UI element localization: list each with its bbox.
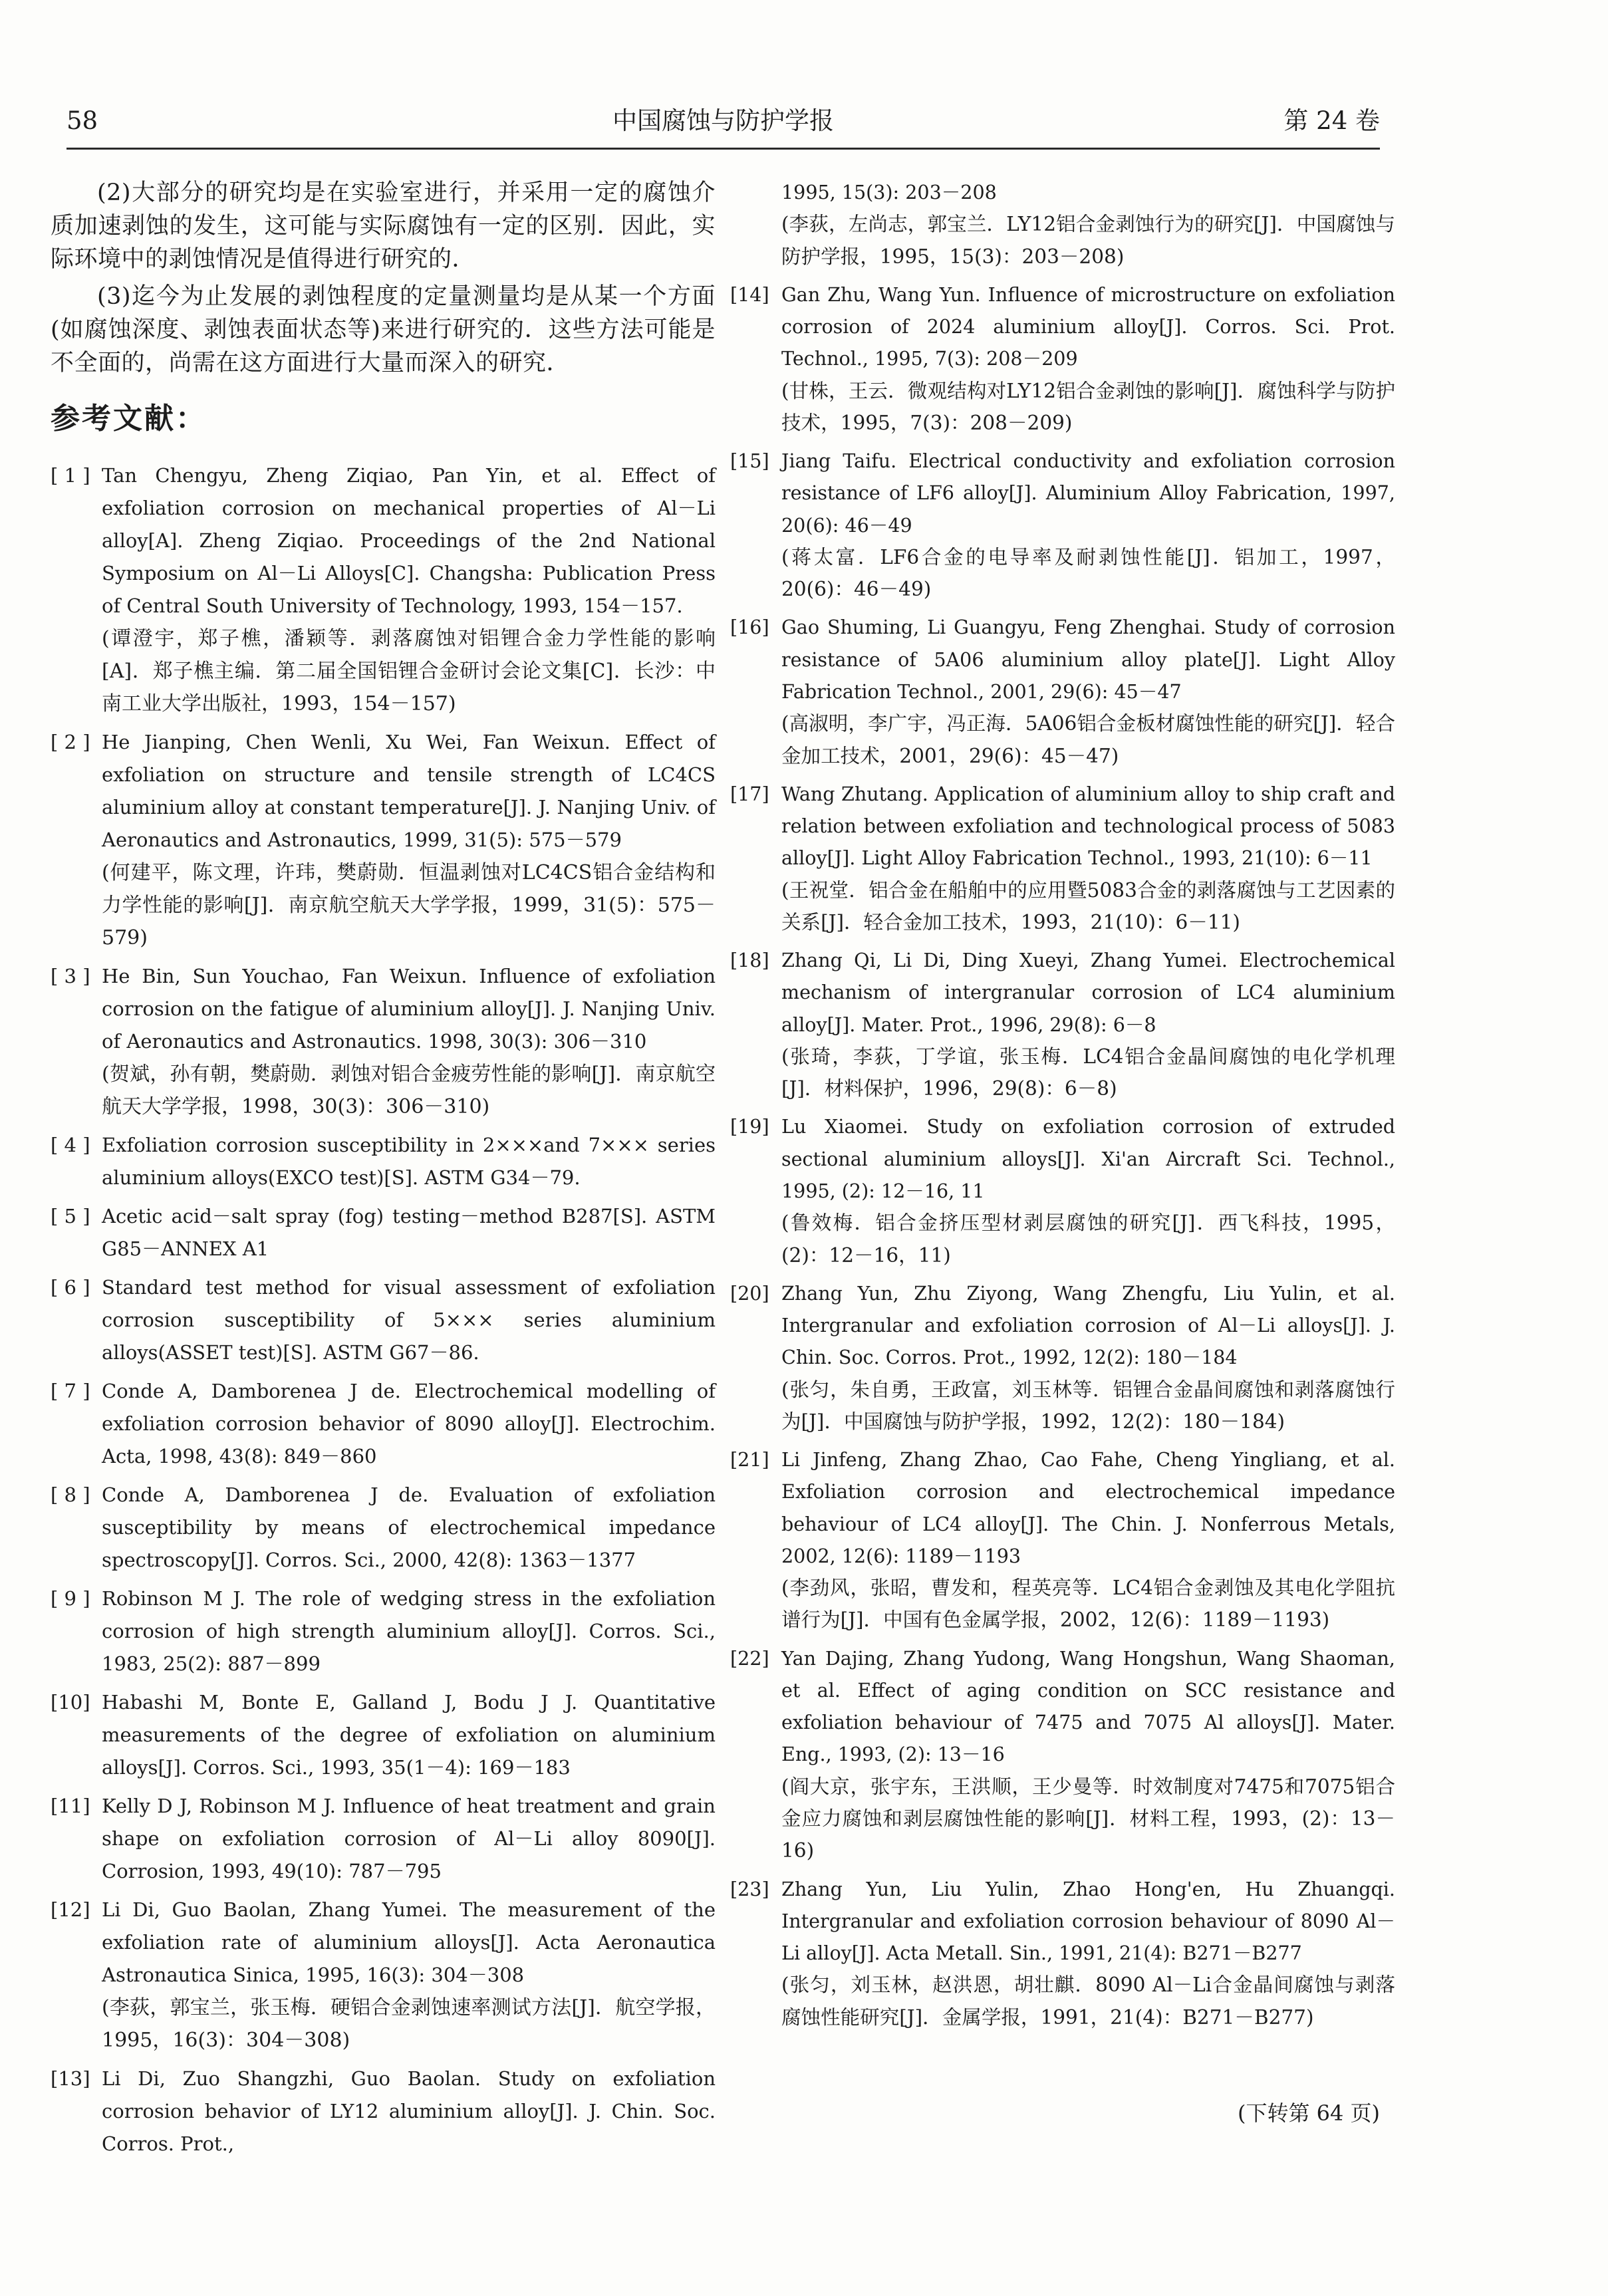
reference-text-en: Gao Shuming, Li Guangyu, Feng Zhenghai. Study of corrosion resistance of 5A06 aluminium alloy plate[J]. Light Alloy Fabrication Technol., 2001, 29(6): 45－47 [781, 616, 1395, 703]
reference-item [730, 1444, 1395, 1636]
reference-number: [16] [730, 616, 769, 639]
reference-text-en: He Bin, Sun Youchao, Fan Weixun. Influence of exfoliation corrosion on the fatigue of aluminium alloy[J]. J. Nanjing Univ. of Aeronautics and Astronautics. 1998, 30(3): 306－310 [102, 965, 716, 1053]
reference-text-zh: (李荻，左尚志，郭宝兰．LY12铝合金剥蚀行为的研究[J]．中国腐蚀与防护学报，1995，15(3)：203－208) [781, 213, 1395, 268]
reference-number: [21] [730, 1448, 769, 1471]
reference-text-zh: (高淑明，李广宇，冯正海．5A06铝合金板材腐蚀性能的研究[J]．轻合金加工技术，2001，29(6)：45－47) [781, 712, 1395, 767]
reference-number: [ 7 ] [51, 1380, 90, 1402]
reference-text-zh: (王祝堂．铝合金在船舶中的应用暨5083合金的剥落腐蚀与工艺因素的关系[J]．轻合金加工技术，1993，21(10)：6－11) [781, 878, 1395, 934]
reference-item [51, 2063, 716, 2160]
body-paragraph: (2)大部分的研究均是在实验室进行，并采用一定的腐蚀介质加速剥蚀的发生，这可能与实际腐蚀有一定的区别．因此，实际环境中的剥蚀情况是值得进行研究的． [51, 180, 716, 273]
reference-number: [20] [730, 1281, 769, 1305]
reference-item [51, 1790, 716, 1888]
reference-item [51, 960, 716, 1123]
reference-number: [ 4 ] [51, 1134, 90, 1156]
reference-text-en: Li Jinfeng, Zhang Zhao, Cao Fahe, Cheng Yingliang, et al. Exfoliation corrosion and electrochemical impedance behaviour of LC4 alloy[J]. The Chin. J. Nonferrous Metals, 2002, 12(6): 1189－1193 [781, 1448, 1395, 1567]
reference-number: [ 2 ] [51, 731, 90, 753]
reference-item [730, 778, 1395, 938]
reference-text-zh: (鲁效梅．铝合金挤压型材剥层腐蚀的研究[J]．西飞科技，1995，(2)：12－16，11) [781, 1212, 1395, 1267]
reference-text-zh: (阎大京，张宇东，王洪顺，王少曼等．时效制度对7475和7075铝合金应力腐蚀和剥层腐蚀性能的影响[J]．材料工程，1993，(2)：13－16) [781, 1775, 1395, 1862]
reference-text-en: Zhang Yun, Liu Yulin, Zhao Hong'en, Hu Zhuangqi. Intergranular and exfoliation corrosion behaviour of 8090 Al－Li alloy[J]. Acta Metall. Sin., 1991, 21(4): B271－B277 [781, 1877, 1395, 1965]
reference-text-en: Lu Xiaomei. Study on exfoliation corrosion of extruded sectional aluminium alloys[J]. Xi'an Aircraft Sci. Technol., 1995, (2): 12－16, 11 [781, 1115, 1395, 1202]
reference-text-zh: (何建平，陈文理，许玮，樊蔚勋．恒温剥蚀对LC4CS铝合金结构和力学性能的影响[J]．南京航空航天大学学报，1999，31(5)：575－579) [102, 861, 716, 950]
reference-text-en: Habashi M, Bonte E, Galland J, Bodu J J. Quantitative measurements of the degree of exfoliation on aluminium alloys[J]. Corros. Sci., 1993, 35(1－4): 169－183 [102, 1691, 716, 1779]
reference-item [51, 1894, 716, 2057]
reference-item [51, 1479, 716, 1577]
reference-item [730, 445, 1395, 605]
reference-text-zh: (甘株，王云．微观结构对LY12铝合金剥蚀的影响[J]．腐蚀科学与防护技术，1995，7(3)：208－209) [781, 379, 1395, 434]
reference-item [730, 1110, 1395, 1271]
reference-text-en: Conde A, Damborenea J de. Electrochemical modelling of exfoliation corrosion behavior of 8090 alloy[J]. Electrochim. Acta, 1998, 43(8): 849－860 [102, 1380, 716, 1467]
reference-text-en: Acetic acid－salt spray (fog) testing－method B287[S]. ASTM G85－ANNEX A1 [102, 1205, 716, 1260]
reference-text-en: Jiang Taifu. Electrical conductivity and exfoliation corrosion resistance of LF6 alloy[J]. Aluminium Alloy Fabrication, 1997, 20(6): 46－49 [781, 449, 1395, 537]
right-column [730, 176, 1395, 2039]
reference-number: [ 8 ] [51, 1483, 90, 1506]
reference-number: [18] [730, 949, 769, 972]
reference-text-en: Kelly D J, Robinson M J. Influence of heat treatment and grain shape on exfoliation corrosion of Al－Li alloy 8090[J]. Corrosion, 1993, 49(10): 787－795 [102, 1795, 716, 1882]
reference-number: [13] [51, 2067, 90, 2090]
reference-number: [ 6 ] [51, 1276, 90, 1299]
reference-text-zh: (张匀，朱自勇，王政富，刘玉林等．铝锂合金晶间腐蚀和剥落腐蚀行为[J]．中国腐蚀与防护学报，1992，12(2)：180－184) [781, 1378, 1395, 1433]
reference-number: [ 3 ] [51, 965, 90, 987]
reference-text-en: Tan Chengyu, Zheng Ziqiao, Pan Yin, et al. Effect of exfoliation corrosion on mechanical properties of Al－Li alloy[A]. Zheng Ziqiao. Proceedings of the 2nd National Symposium on Al－Li Alloys[C]. Changsha: Publication Press of Central South University of Technology, 1993, 154－157. [102, 464, 716, 617]
reference-item [51, 459, 716, 720]
reference-item [730, 611, 1395, 771]
reference-item [730, 1277, 1395, 1438]
reference-item [730, 944, 1395, 1104]
reference-item [730, 279, 1395, 439]
reference-text-en: Gan Zhu, Wang Yun. Influence of microstructure on exfoliation corrosion of 2024 aluminium alloy[J]. Corros. Sci. Prot. Technol., 1995, 7(3): 208－209 [781, 283, 1395, 370]
reference-item [51, 1200, 716, 1265]
reference-text-zh: (谭澄宇，郑子樵，潘颖等．剥落腐蚀对铝锂合金力学性能的影响[A]．郑子樵主编．第二届全国铝锂合金研讨会论文集[C]．长沙：中南工业大学出版社，1993，154－157) [102, 627, 716, 715]
reference-list-left [51, 459, 716, 2160]
reference-item [51, 1375, 716, 1473]
reference-text-en: Standard test method for visual assessment of exfoliation corrosion susceptibility of 5××× series aluminium alloys(ASSET test)[S]. ASTM G67－86. [102, 1276, 716, 1364]
reference-number: [17] [730, 782, 769, 805]
reference-number: [ 9 ] [51, 1587, 90, 1610]
reference-text-zh: (贺斌，孙有朝，樊蔚勋．剥蚀对铝合金疲劳性能的影响[J]．南京航空航天大学学报，1998，30(3)：306－310) [102, 1063, 716, 1118]
reference-item [51, 726, 716, 954]
reference-text-en: He Jianping, Chen Wenli, Xu Wei, Fan Weixun. Effect of exfoliation on structure and tensile strength of LC4CS aluminium alloy at constant temperature[J]. J. Nanjing Univ. of Aeronautics and Astronautics, 1999, 31(5): 575－579 [102, 731, 716, 851]
reference-text-en: Robinson M J. The role of wedging stress in the exfoliation corrosion of high strength aluminium alloy[J]. Corros. Sci., 1983, 25(2): 887－899 [102, 1587, 716, 1675]
reference-number: [ 1 ] [51, 464, 90, 487]
reference-text-zh: (张匀，刘玉林，赵洪恩，胡壮麒．8090 Al－Li合金晶间腐蚀与剥落腐蚀性能研究[J]．金属学报，1991，21(4)：B271－B277) [781, 1974, 1395, 2029]
reference-text-en: Exfoliation corrosion susceptibility in 2×××and 7××× series aluminium alloys(EXCO test)[S]. ASTM G34－79. [102, 1134, 716, 1189]
body-paragraph: (3)迄今为止发展的剥蚀程度的定量测量均是从某一个方面(如腐蚀深度、剥蚀表面状态等)来进行研究的．这些方法可能是不全面的，尚需在这方面进行大量而深入的研究． [51, 283, 716, 376]
reference-text-en: Yan Dajing, Zhang Yudong, Wang Hongshun, Wang Shaoman, et al. Effect of aging condition on SCC resistance and exfoliation behaviour of 7475 and 7075 Al alloys[J]. Mater. Eng., 1993, (2): 13－16 [781, 1646, 1395, 1766]
reference-item [51, 1129, 716, 1194]
reference-item [51, 1583, 716, 1680]
reference-text-zh: (李荻，郭宝兰，张玉梅．硬铝合金剥蚀速率测试方法[J]．航空学报，1995，16(3)：304－308) [102, 1996, 716, 2052]
reference-text-en: Li Di, Zuo Shangzhi, Guo Baolan. Study on exfoliation corrosion behavior of LY12 aluminium alloy[J]. J. Chin. Soc. Corros. Prot., [102, 2067, 716, 2155]
reference-item [51, 1271, 716, 1369]
references-heading: 参考文献： [51, 402, 207, 436]
reference-text-en: Conde A, Damborenea J de. Evaluation of exfoliation susceptibility by means of electrochemical impedance spectroscopy[J]. Corros. Sci., 2000, 42(8): 1363－1377 [102, 1483, 716, 1571]
reference-text-zh: (李劲风，张昭，曹发和，程英亮等．LC4铝合金剥蚀及其电化学阻抗谱行为[J]．中国有色金属学报，2002，12(6)：1189－1193) [781, 1577, 1395, 1632]
reference-number: [10] [51, 1691, 90, 1714]
reference-text-en: Zhang Yun, Zhu Ziyong, Wang Zhengfu, Liu Yulin, et al. Intergranular and exfoliation corrosion of Al－Li alloys[J]. J. Chin. Soc. Corros. Prot., 1992, 12(2): 180－184 [781, 1281, 1395, 1369]
reference-text-zh: (张琦，李荻，丁学谊，张玉梅．LC4铝合金晶间腐蚀的电化学机理[J]．材料保护，1996，29(8)：6－8) [781, 1045, 1395, 1100]
running-header [67, 93, 1380, 150]
page-number: 58 [67, 106, 98, 135]
reference-number: [19] [730, 1115, 769, 1138]
reference-list-right [730, 176, 1395, 2033]
reference-number: [14] [730, 283, 769, 306]
reference-text-en: 1995, 15(3): 203－208 [781, 181, 997, 203]
reference-number: [ 5 ] [51, 1205, 90, 1227]
volume-label: 第 24 卷 [1283, 106, 1380, 135]
reference-text-zh: (蒋太富．LF6合金的电导率及耐剥蚀性能[J]．铝加工，1997，20(6)：46－49) [781, 545, 1395, 601]
reference-number: [12] [51, 1898, 90, 1921]
reference-item [51, 1686, 716, 1784]
reference-text-en: Zhang Qi, Li Di, Ding Xueyi, Zhang Yumei. Electrochemical mechanism of intergranular corrosion of LC4 aluminium alloy[J]. Mater. Prot., 1996, 29(8): 6－8 [781, 949, 1395, 1036]
reference-item [730, 176, 1395, 273]
continued-note: (下转第 64 页) [1237, 2101, 1380, 2126]
reference-number: [23] [730, 1877, 769, 1900]
reference-number: [22] [730, 1646, 769, 1670]
reference-item [730, 1873, 1395, 2033]
reference-item [730, 1642, 1395, 1867]
left-column [51, 176, 716, 2166]
reference-number: [15] [730, 449, 769, 473]
reference-number: [11] [51, 1795, 90, 1817]
journal-title: 中国腐蚀与防护学报 [612, 106, 834, 135]
reference-text-en: Wang Zhutang. Application of aluminium alloy to ship craft and relation between exfoliation and technological process of 5083 alloy[J]. Light Alloy Fabrication Technol., 1993, 21(10): 6－11 [781, 782, 1395, 870]
reference-text-en: Li Di, Guo Baolan, Zhang Yumei. The measurement of the exfoliation rate of aluminium alloys[J]. Acta Aeronautica Astronautica Sinica, 1995, 16(3): 304－308 [102, 1898, 716, 1986]
